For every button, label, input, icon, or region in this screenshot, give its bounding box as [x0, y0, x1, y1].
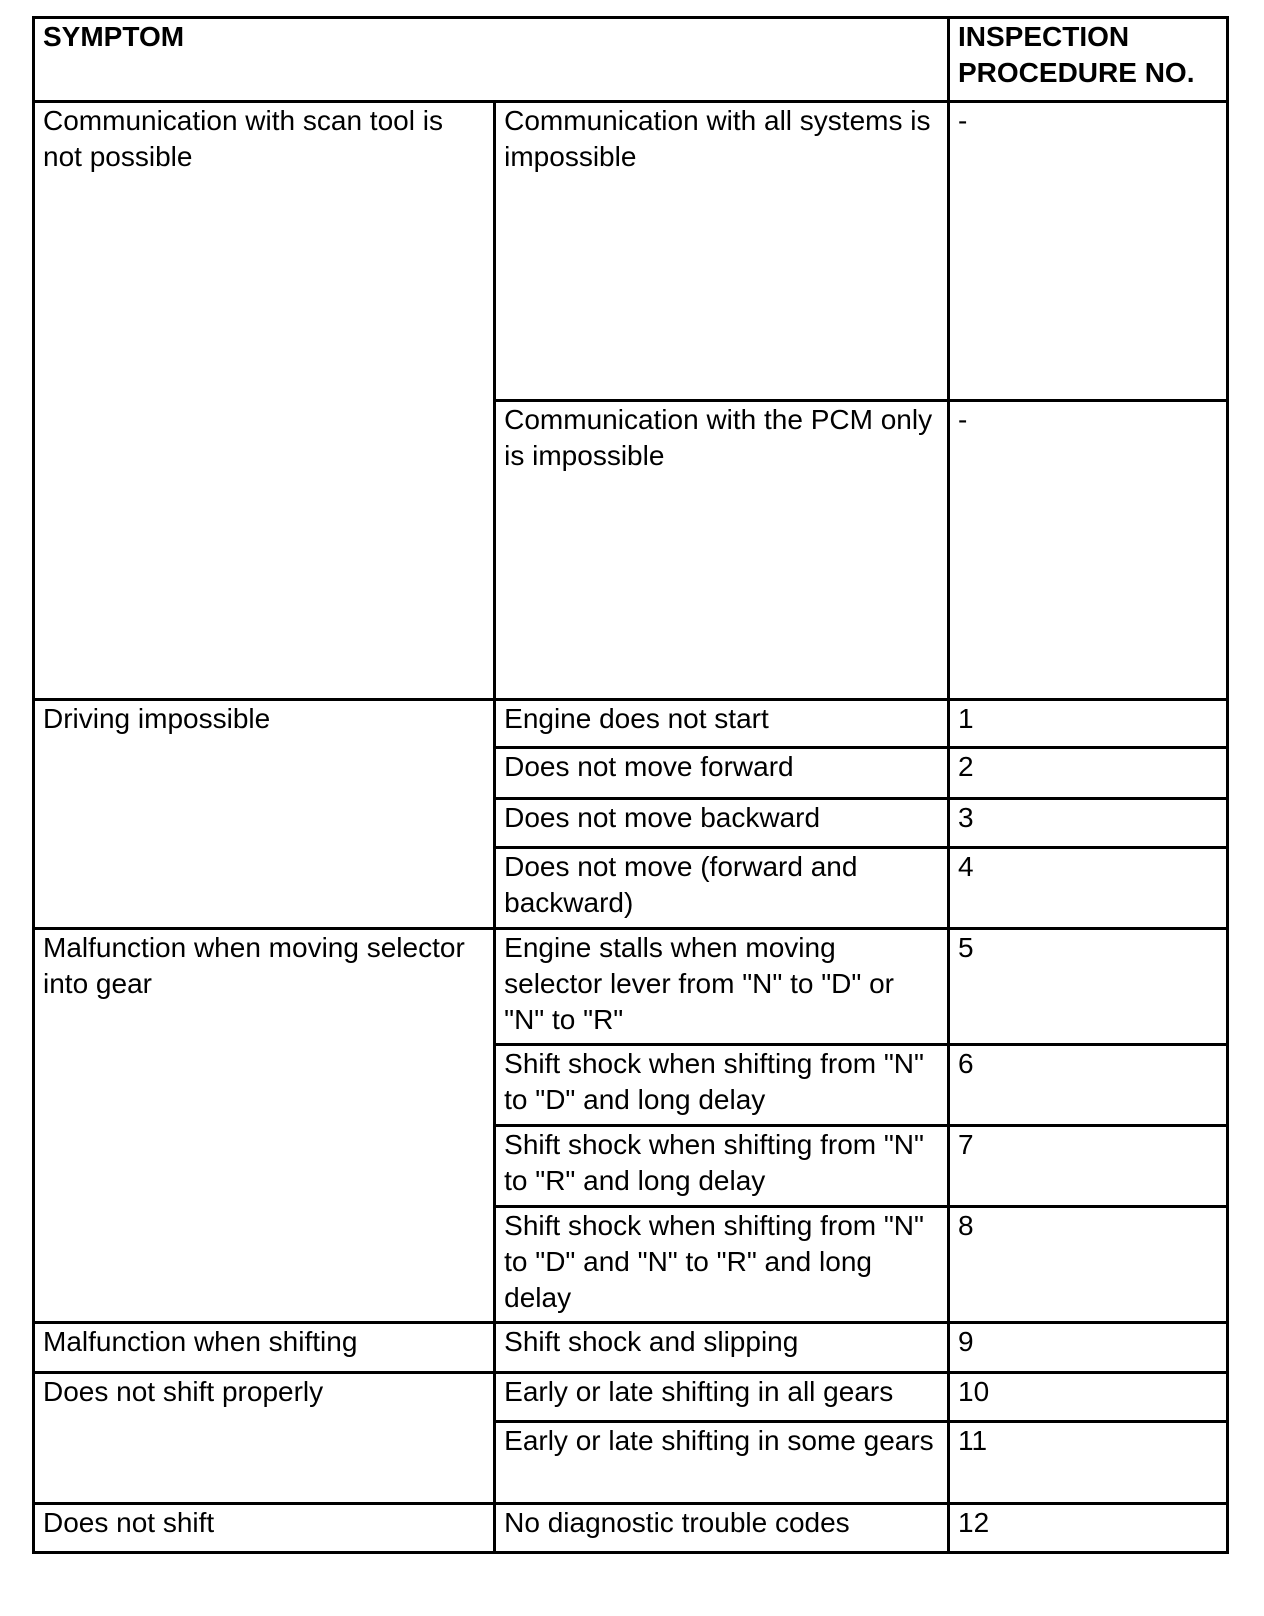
header-symptom: SYMPTOM	[34, 18, 949, 102]
symptom-cell: Does not shift properly	[34, 1373, 495, 1504]
procedure-cell: 2	[949, 748, 1228, 799]
detail-cell: Shift shock when shifting from "N" to "D" and long delay	[495, 1045, 949, 1126]
symptom-cell: Malfunction when moving selector into gear	[34, 929, 495, 1323]
table-row	[34, 1373, 1228, 1422]
table-row	[34, 1504, 1228, 1553]
symptom-cell: Driving impossible	[34, 700, 495, 929]
procedure-cell: 11	[949, 1422, 1228, 1504]
procedure-cell: -	[949, 102, 1228, 401]
procedure-cell: 1	[949, 700, 1228, 748]
detail-cell: Engine stalls when moving selector lever from "N" to "D" or "N" to "R"	[495, 929, 949, 1045]
procedure-cell: 10	[949, 1373, 1228, 1422]
table-row	[34, 102, 1228, 401]
detail-cell: Communication with all systems is impossible	[495, 102, 949, 401]
procedure-cell: -	[949, 401, 1228, 700]
header-procedure: INSPECTION PROCEDURE NO.	[949, 18, 1228, 102]
procedure-cell: 6	[949, 1045, 1228, 1126]
procedure-cell: 5	[949, 929, 1228, 1045]
procedure-cell: 3	[949, 799, 1228, 848]
detail-cell: Communication with the PCM only is impossible	[495, 401, 949, 700]
procedure-cell: 12	[949, 1504, 1228, 1553]
detail-cell: Shift shock when shifting from "N" to "R" and long delay	[495, 1126, 949, 1207]
detail-cell: Does not move (forward and backward)	[495, 848, 949, 929]
detail-cell: Does not move backward	[495, 799, 949, 848]
table-row	[34, 1323, 1228, 1373]
symptom-cell: Does not shift	[34, 1504, 495, 1553]
detail-cell: Early or late shifting in all gears	[495, 1373, 949, 1422]
detail-cell: Early or late shifting in some gears	[495, 1422, 949, 1504]
table-row	[34, 929, 1228, 1045]
procedure-cell: 8	[949, 1207, 1228, 1323]
header-row	[34, 18, 1228, 102]
procedure-cell: 4	[949, 848, 1228, 929]
detail-cell: Does not move forward	[495, 748, 949, 799]
detail-cell: Engine does not start	[495, 700, 949, 748]
detail-cell: No diagnostic trouble codes	[495, 1504, 949, 1553]
procedure-cell: 7	[949, 1126, 1228, 1207]
symptom-cell: Communication with scan tool is not possible	[34, 102, 495, 700]
table-row	[34, 700, 1228, 748]
symptom-table	[32, 16, 1229, 1554]
symptom-cell: Malfunction when shifting	[34, 1323, 495, 1373]
detail-cell: Shift shock and slipping	[495, 1323, 949, 1373]
procedure-cell: 9	[949, 1323, 1228, 1373]
detail-cell: Shift shock when shifting from "N" to "D" and "N" to "R" and long delay	[495, 1207, 949, 1323]
